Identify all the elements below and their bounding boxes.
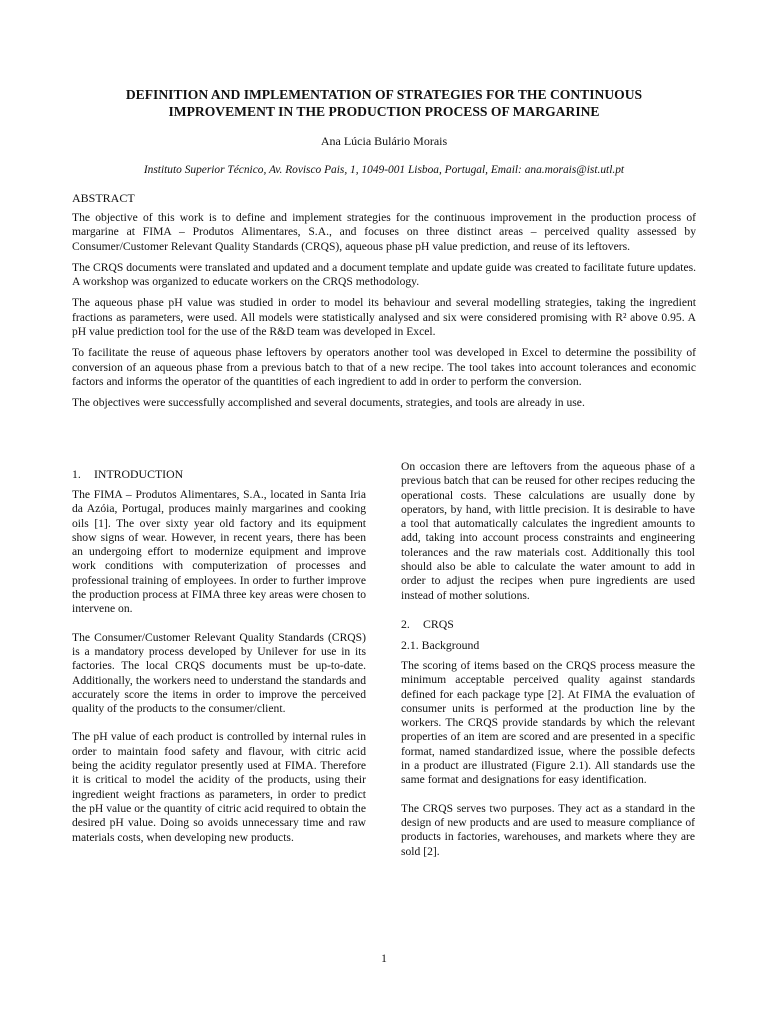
section-1-heading bbox=[72, 467, 366, 482]
abstract-paragraph: To facilitate the reuse of aqueous phase leftovers by operators another tool was developed in Excel to determine the possibility of conversion of an aqueous phase from a previous batch to that of a new recipe. The tool takes into account tolerances and economic factors and informs the operator of the quantities of each ingredient to add in order to perform the conversion. bbox=[72, 346, 696, 388]
page-number: 1 bbox=[381, 953, 387, 965]
section-paragraph: The scoring of items based on the CRQS process measure the minimum acceptable perceived quality against standards defined for each package type [2]. At FIMA the evaluation of consumer units is performed at the production line by the workers. The CRQS provide standards by which the relevant properties of an item are scored and are presented in a specific format, named standardized issue, where the possible defects in a product are illustrated (Figure 2.1). All standards use the same format and designations for easy identification. bbox=[401, 658, 695, 787]
section-paragraph: The Consumer/Customer Relevant Quality Standards (CRQS) is a mandatory process developed by Unilever for use in its factories. The local CRQS documents must be up-to-date. Additionally, the workers need to understand the standards and accurately score the items in order to improve the perceived quality of the products to the consumer/client. bbox=[72, 630, 366, 716]
paper-title: DEFINITION AND IMPLEMENTATION OF STRATEGIES FOR THE CONTINUOUS IMPROVEMENT IN THE PRODUCTION PROCESS OF MARGARINE bbox=[125, 87, 643, 119]
abstract-paragraph: The objectives were successfully accomplished and several documents, strategies, and tools are already in use. bbox=[72, 396, 585, 410]
abstract-paragraph: The objective of this work is to define and implement strategies for the continuous improvement in the production process of margarine at FIMA – Produtos Alimentares, S.A., and focuses on three distinct areas – perceived quality assessed by Consumer/Customer Relevant Quality Standards (CRQS), aqueous phase pH value prediction, and reuse of its leftovers. bbox=[72, 211, 696, 253]
left-column bbox=[72, 467, 366, 859]
section-title: INTRODUCTION bbox=[94, 467, 184, 481]
subsection-heading: 2.1. Background bbox=[401, 637, 480, 652]
section-paragraph: The FIMA – Produtos Alimentares, S.A., located in Santa Iria da Azóia, Portugal, produces mainly margarines and cooking oils [1]. The over sixty year old factory and its equipment show signs of wear. However, in recent years, there has been an undergoing effort to modernize equipment and improve work conditions with computerization of processes and professional training of employees. In order to further improve the production process at FIMA three key areas were chosen to intervene on. bbox=[72, 488, 366, 616]
abstract-heading: ABSTRACT bbox=[72, 191, 135, 205]
section-paragraph: The pH value of each product is controlled by internal rules in order to maintain food safety and flavour, with citric acid being the acidity regulator presently used at FIMA. Therefore it is critical to model the acidity of the products, using their ingredient weight fractions as parameters, in order to predict the pH value or the quantity of citric acid required to obtain the desired pH value. Doing so avoids unnecessary time and raw materials costs, when developing new products. bbox=[72, 730, 366, 844]
section-paragraph: The CRQS serves two purposes. They act as a standard in the design of new products and are used to measure compliance of products in factories, warehouses, and markets where they are sold [2]. bbox=[401, 801, 695, 858]
abstract-paragraph: The aqueous phase pH value was studied in order to model its behaviour and several modelling strategies, taking the ingredient fractions as parameters, were used. All models were statistically analysed and six were considered promising with R² above 0.95. A pH value prediction tool for the use of the R&D team was developed in Excel. bbox=[72, 296, 696, 339]
author-name: Ana Lúcia Bulário Morais bbox=[320, 134, 448, 148]
section-paragraph: On occasion there are leftovers from the aqueous phase of a previous batch that can be reused for other recipes reducing the operational costs. These calculations are usually done by operators, by hand, with little precision. It is desirable to have a tool that automatically calculates the ingredient amounts to add, taking into account process constraints and engineering tolerances and the raw materials cost. Additionally this tool should also be able to calculate the water amount to add in order to adjust the recipes when pure ingredients are used instead of mother solutions. bbox=[401, 460, 695, 602]
abstract-body bbox=[72, 211, 696, 418]
section-number: 1. bbox=[72, 467, 81, 481]
section-number: 2. bbox=[401, 616, 410, 631]
right-column bbox=[401, 460, 695, 873]
section-title: CRQS bbox=[423, 616, 454, 631]
section-2-heading bbox=[401, 617, 695, 632]
abstract-paragraph: The CRQS documents were translated and updated and a document template and update guide was created to facilitate future updates. A workshop was organized to educate workers on the CRQS methodology. bbox=[72, 260, 696, 289]
author-affiliation: Instituto Superior Técnico, Av. Rovisco Pais, 1, 1049-001 Lisboa, Portugal, Email: ana.morais@ist.utl.pt bbox=[143, 164, 625, 176]
